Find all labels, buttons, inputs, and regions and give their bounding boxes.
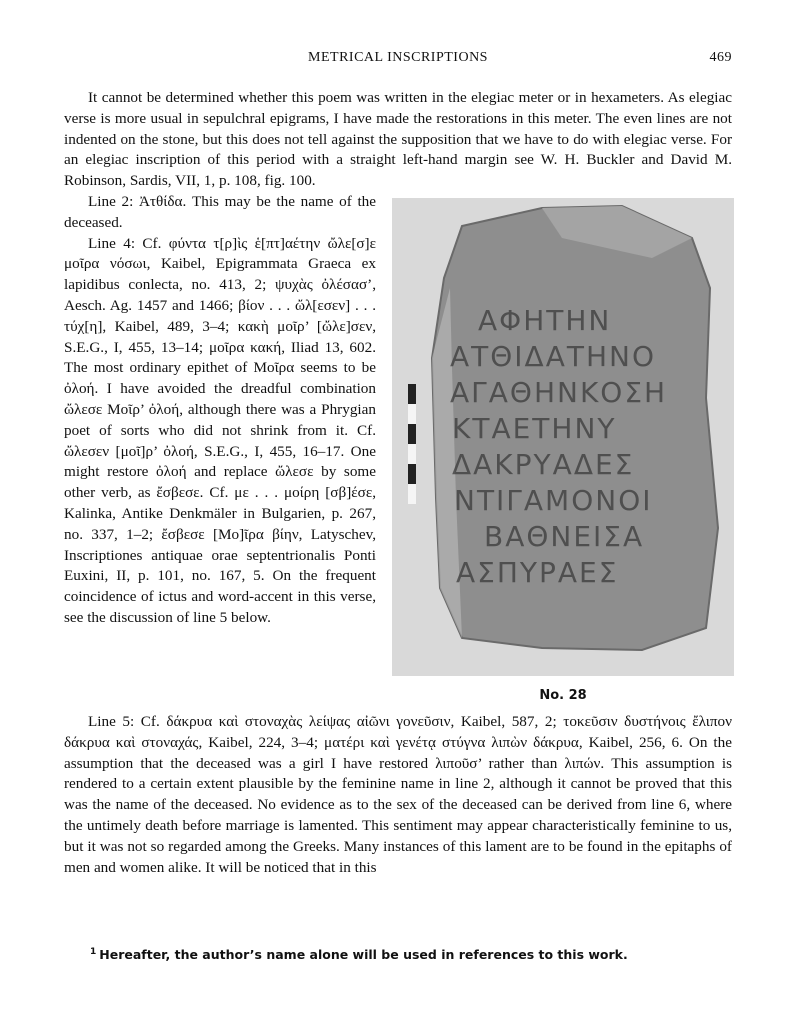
paragraph-line-4: Line 4: Cf. φύντα τ[ρ]ὶς ἑ[πτ]αέτην ὤλε[σ]ε μοῖρα νόσωι, Kaibel, Epigrammata Graeca ex lapidibus conlecta, no. 413, 2; ψυχὰς ὀλέσασ’, Aesch. Ag. 1457 and 1466; βίον . . . ὤλ[εσεν] . . . τύχ[η], Kaibel, 489, 3–4; κακὴ μοῖρ’ [ὤλε]σεν, S.E.G., I, 455, 13–14; μοῖρα κακή, Iliad 13, 602. The most ordinary epithet of Μοῖρα seems to be ὀλοή. I have avoided the dreadful combination ὤλεσε Μοῖρ’ ὀλοή, although there was a Phrygian poet of sorts who did not shrink from it. Cf. ὤλεσεν [μοῖ]ρ’ ὀλοή, S.E.G., I, 455, 16–17. One might restore ὀλοή and replace ὤλεσε by some other verb, as ἔσβεσε. Cf. με . . . μοίρη [σβ]έσε, Kalinka, Antike Denkmäler in Bulgarien, p. 267, no. 337, 1–2; ἔσβεσε [Μο]ῖρα βίην, Latyschev, Inscriptiones antiquae orae septentrionalis Ponti Euxini, II, p. 101, no. 167, 5. On the frequent coincidence of ictus and word-accent in this verse, see the discussion of line 5 below. [64, 234, 376, 626]
left-column [64, 192, 376, 629]
inscription-line-8: ΑΣΠΥΡΑΕΣ [456, 555, 619, 589]
inscription-line-1: ΑΦΗΤΗΝ [478, 303, 612, 337]
text-with-figure [64, 192, 732, 712]
inscription-line-4: ΚΤΑΕΤΗΝΥ [452, 411, 617, 445]
paragraph-line-5: Line 5: Cf. δάκρυα καὶ στοναχὰς λείψας αἰῶνι γονεῦσιν, Kaibel, 587, 2; τοκεῦσιν δυστήνοις ἔλιπον δάκρυα καὶ στοναχάς, Kaibel, 224, 3–4; ματέρι καὶ γενέτᾳ στύγνα λιπὼν δάκρυα, Kaibel, 256, 6. On the assumption that the deceased was a girl I have restored λιποῦσ’ rather than λιπών. This assumption is rendered to a certain extent plausible by the feminine name in line 2, although it cannot be proved that this was the name of the deceased. No evidence as to the sex of the deceased can be derived from line 6, where the untimely death before marriage is lamented. This sentiment may appear characteristically feminine to us, but it was not so regarded among the Greeks. Many instances of this lament are to be found in the epitaphs of men and women alike. It will be noticed that in this [64, 712, 732, 876]
figure-caption: No. 28 [539, 687, 587, 703]
paragraph-intro: It cannot be determined whether this poem was written in the elegiac meter or in hexameters. As elegiac verse is more usual in sepulchral epigrams, I have made the restorations in this meter. The even lines are not indented on the stone, but this does not tell against the supposition that we have to do with elegiac verse. For an elegiac inscription of this period with a straight left-hand margin see W. H. Buckler and David M. Robinson, Sardis, VII, 1, p. 108, fig. 100. [64, 89, 732, 190]
footnote-marker: 1 [90, 947, 97, 957]
scale-bar-segment [408, 484, 416, 504]
running-title: METRICAL INSCRIPTIONS [308, 50, 488, 65]
inscription-line-5: ΔΑΚΡΥΑΔΕΣ [452, 447, 635, 481]
inscription-line-6: ΝΤΙΓΑΜΟΝΟΙ [454, 483, 653, 517]
footnote-text: Hereafter, the author’s name alone will be used in references to this work. [99, 947, 628, 963]
inscription-line-3: ΑΓΑΘΗΝΚΟΣΗ [450, 375, 668, 409]
running-header [64, 44, 732, 66]
inscription-line-7: ΒΑΘΝΕΙΣΑ [484, 519, 645, 553]
stone-photograph [392, 198, 734, 676]
page-number: 469 [709, 50, 732, 65]
page [64, 44, 732, 1014]
scale-bar-segment [408, 404, 416, 424]
scale-bar-segment [408, 444, 416, 464]
paragraph-line-2: Line 2: Ἀτθίδα. This may be the name of the deceased. [64, 192, 376, 231]
footnote [64, 942, 732, 966]
inscription-line-2: ΑΤΘΙΔΑΤΗΝΟ [450, 339, 657, 373]
